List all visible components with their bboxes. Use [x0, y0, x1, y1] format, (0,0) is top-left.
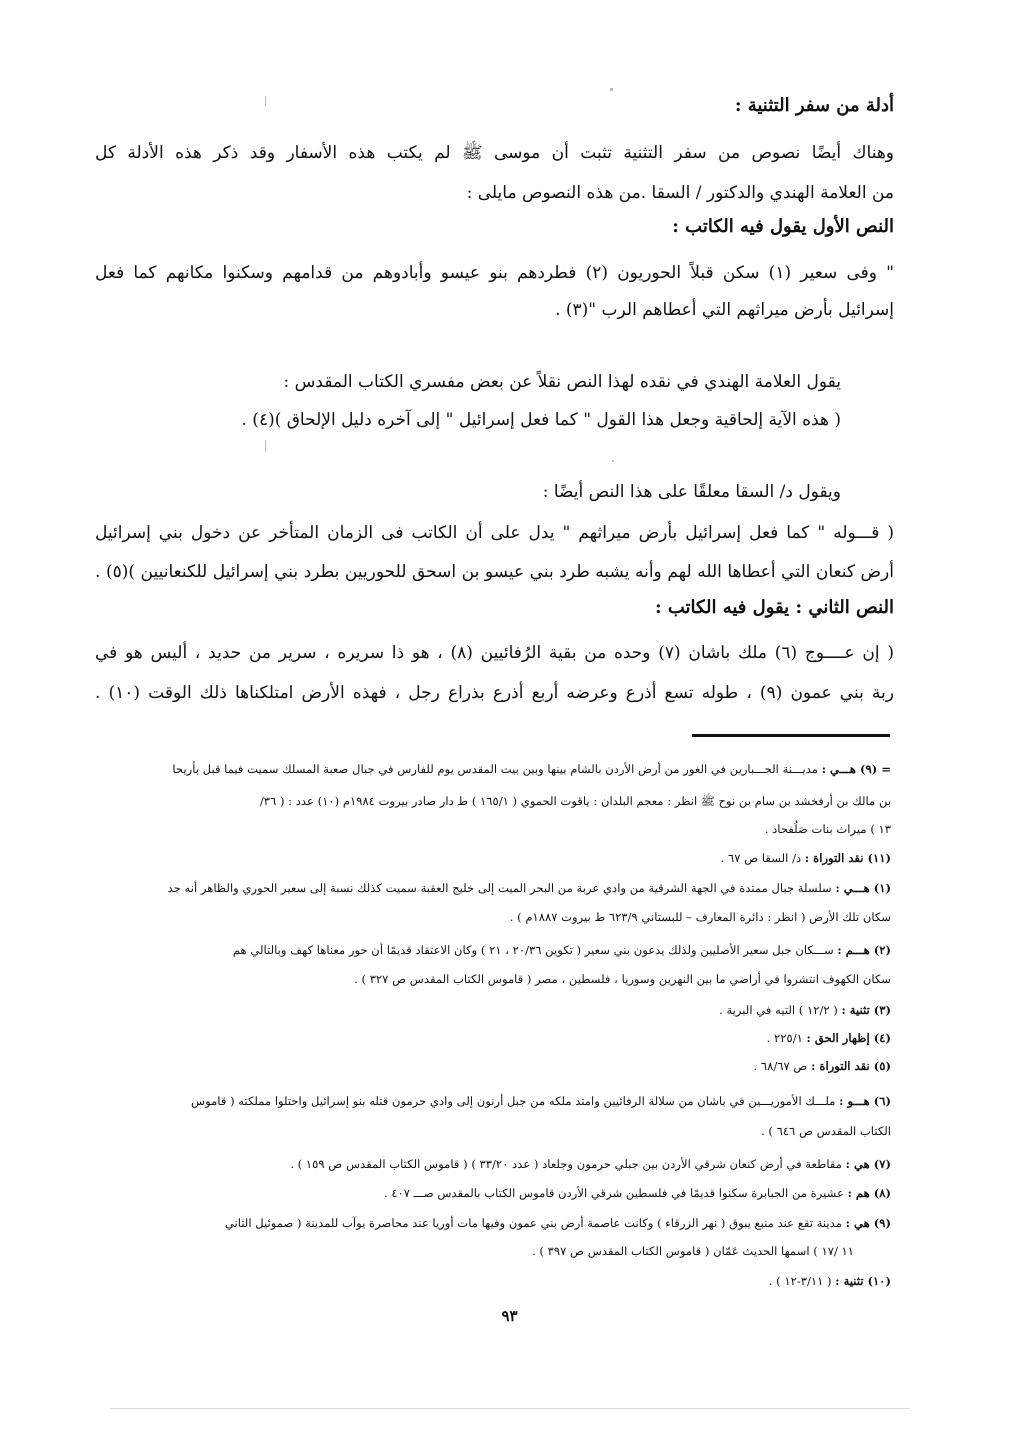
footnote-key: = (٩) هـــي : [821, 762, 891, 776]
footnote-line [95, 1027, 891, 1049]
footnote-line [95, 906, 891, 928]
footnote-key: (١٠) تثنية : [835, 1274, 891, 1288]
footnote-text: ١١ /١٧ ) اسمها الحديث عَمّان ( قاموس الكتاب المقدس ص ٣٩٧ ) . [532, 1244, 854, 1258]
saqa-intro: ويقول د/ السقا معلقًا على هذا النص أيضًا : [542, 482, 841, 502]
footnote-line [95, 1090, 891, 1112]
footnote-separator [692, 734, 890, 737]
footnote-text: ملـــك الأموريـــين في باشان من سلالة الرفائيين وامتد ملكه من جبل أرنون إلى وادي حرمون قتله بنو إسرائيل واحتلوا مملكته ( قاموس [190, 1094, 836, 1108]
footnote-line [95, 818, 891, 840]
footnote-text: مديـــنة الجـــبارين في الغور من أرض الأردن بالشام بينها وبين بيت المقدس يوم للفارس في جبال صعبة المسلك سميت فيما قبل بأريحا [172, 762, 819, 776]
footnote-text: سكان تلك الأرض ( انظر : دائرة المعارف – للبستاني ٦٢٣/٩ ط بيروت ١٨٨٧م ) . [509, 910, 891, 924]
footnote-text: سكان الكهوف انتشروا في أراضي ما بين النهرين وسوريا ، فلسطين ، مصر ( قاموس الكتاب المقدس ص ٣٢٧ ) . [354, 972, 891, 986]
footnote-text: سلسلة جبال ممتدة في الجهة الشرقية من وادي عربة من البحر الميت إلى خليج العقبة سميت كذلك نسبة إلى سعير الحوري والظاهر أنه جد [167, 881, 832, 895]
footnote-key: (٤) إظهار الحق : [806, 1031, 891, 1045]
saqa-quote-line-1: ( قـــوله " كما فعل إسرائيل بأرض ميراثهم " يدل على أن الكاتب فى الزمان المتأخر عن دخول بني إسرائيل [95, 523, 894, 543]
footnote-line [95, 790, 891, 812]
footnote-text: مدينة تقع عند منبع يبوق ( نهر الزرقاء ) وكانت عاصمة أرض بني عمون وفيها مات أوريا عند محاصرة يوآب للمدينة ( صموئيل الثاني [224, 1216, 842, 1230]
text2-quote-line-1: ( إن عــــوج (٦) ملك باشان (٧) وحده من بقية الرُفائيين (٨) ، هو ذا سريره ، سرير من حديد ، أليس هو في [95, 643, 894, 663]
footnote-line [95, 758, 891, 780]
footnote-key: (٣) تثنية : [841, 1003, 891, 1017]
footnote-text: بن مالك بن أرفخشد بن سام بن نوح ﷺ انظر : معجم البلدان : ياقوت الحموي ( ١٦٥/١ ) ط دار صادر بيروت ١٩٨٤م (١٠) عدد : ( ٣٦/ [259, 794, 891, 808]
footnote-line [95, 1270, 891, 1292]
text2-heading: النص الثاني : يقول فيه الكاتب : [654, 597, 894, 618]
scan-speck [612, 460, 614, 462]
footnote-key: (٥) نقد التوراة : [811, 1059, 891, 1073]
footnote-key: (٩) هي : [845, 1216, 891, 1230]
footnote-line [95, 1212, 891, 1234]
text1-quote-line-2: إسرائيل بأرض ميراثهم التي أعطاهم الرب "(٣) . [555, 300, 894, 320]
footnote-text: ( ١٢/٢ ) التيه في البرية . [719, 1003, 838, 1017]
footnote-line [95, 999, 891, 1021]
footnote-line [95, 1182, 891, 1204]
footnote-text: عشيرة من الجبابرة سكنوا قديمًا في فلسطين شرقي الأردن قاموس الكتاب بالمقدس صـــ ٤٠٧ . [383, 1186, 844, 1200]
footnote-key: (٦) هـــو : [839, 1094, 891, 1108]
scan-speck [265, 440, 266, 452]
intro-line-2: من العلامة الهندي والدكتور / السقا .من هذه النصوص مايلى : [466, 183, 894, 203]
section-title: أدلة من سفر التثنية : [734, 95, 894, 116]
footnote-line [95, 939, 891, 961]
text2-quote-line-2: ربة بني عمون (٩) ، طوله تسع أذرع وعرضه أربع أذرع بذراع رجل ، فهذه الأرض امتلكناها ذلك الوقت (١٠) . [95, 683, 894, 703]
footnote-line [95, 877, 891, 899]
footnote-line [95, 968, 891, 990]
scan-speck [610, 88, 613, 91]
footnote-key: (٨) هم : [847, 1186, 891, 1200]
footnote-line [95, 1055, 891, 1077]
footnote-text: مقاطعة في أرض كنعان شرقي الأردن بين جبلي حرمون وجلعاد ( عدد ٣٣/٢٠ ) ( قاموس الكتاب المقدس ص ١٥٩ ) . [290, 1157, 842, 1171]
hindi-intro: يقول العلامة الهندي في نقده لهذا النص نقلاً عن بعض مفسري الكتاب المقدس : [283, 372, 841, 392]
footnote-text: ( ٣/١١-١٢ ) . [768, 1274, 832, 1288]
scan-edge-line [110, 1408, 910, 1409]
footnote-text: ص ٦٨/٦٧ . [753, 1059, 808, 1073]
text1-heading: النص الأول يقول فيه الكاتب : [672, 216, 894, 237]
saqa-quote-line-2: أرض كنعان التي أعطاها الله لهم وأنه يشبه طرد بني عيسو بن اسحق للحوريين بطرد بني إسرائيل للكنعانيين )(٥) . [95, 562, 894, 582]
footnote-line [95, 1153, 891, 1175]
footnote-text: ســـكان جبل سعير الأصليين ولذلك يدعون بني سعير ( تكوين ٢٠/٣٦ ، ٢١ ) وكان الاعتقاد قديمًا أن حور معناها كهف وبالتالي هم [232, 943, 834, 957]
footnote-key: (١١) نقد التوراة : [804, 851, 891, 865]
footnote-text: د/ السقا ص ٦٧ . [720, 851, 802, 865]
footnote-line [95, 1240, 854, 1262]
scan-speck [265, 96, 266, 106]
footnote-line [95, 1120, 891, 1142]
footnote-text: ١٣ ) ميراث بنات صَلُفحاد . [764, 822, 891, 836]
footnote-key: (١) هـــي : [835, 881, 891, 895]
hindi-quote: ( هذه الآية إلحاقية وجعل هذا القول " كما فعل إسرائيل " إلى آخره دليل الإلحاق )(٤) . [241, 410, 841, 430]
text1-quote-line-1: " وفى سعير (١) سكن قبلاً الحوريون (٢) فطردهم بنو عيسو وأبادوهم من قدامهم وسكنوا مكانهم كما فعل [95, 263, 894, 283]
footnote-key: (٢) هـــم : [837, 943, 891, 957]
footnote-key: (٧) هي : [845, 1157, 891, 1171]
footnote-text: الكتاب المقدس ص ٦٤٦ ) . [760, 1124, 891, 1138]
intro-line-1: وهناك أيضًا نصوص من سفر التثنية تثبت أن موسى ﷺ لم يكتب هذه الأسفار وقد ذكر هذه الأدلة كل [95, 143, 894, 163]
footnote-line [95, 847, 891, 869]
footnote-text: ٢٢٥/١ . [766, 1031, 803, 1045]
page-number: ٩٣ [501, 1307, 518, 1325]
